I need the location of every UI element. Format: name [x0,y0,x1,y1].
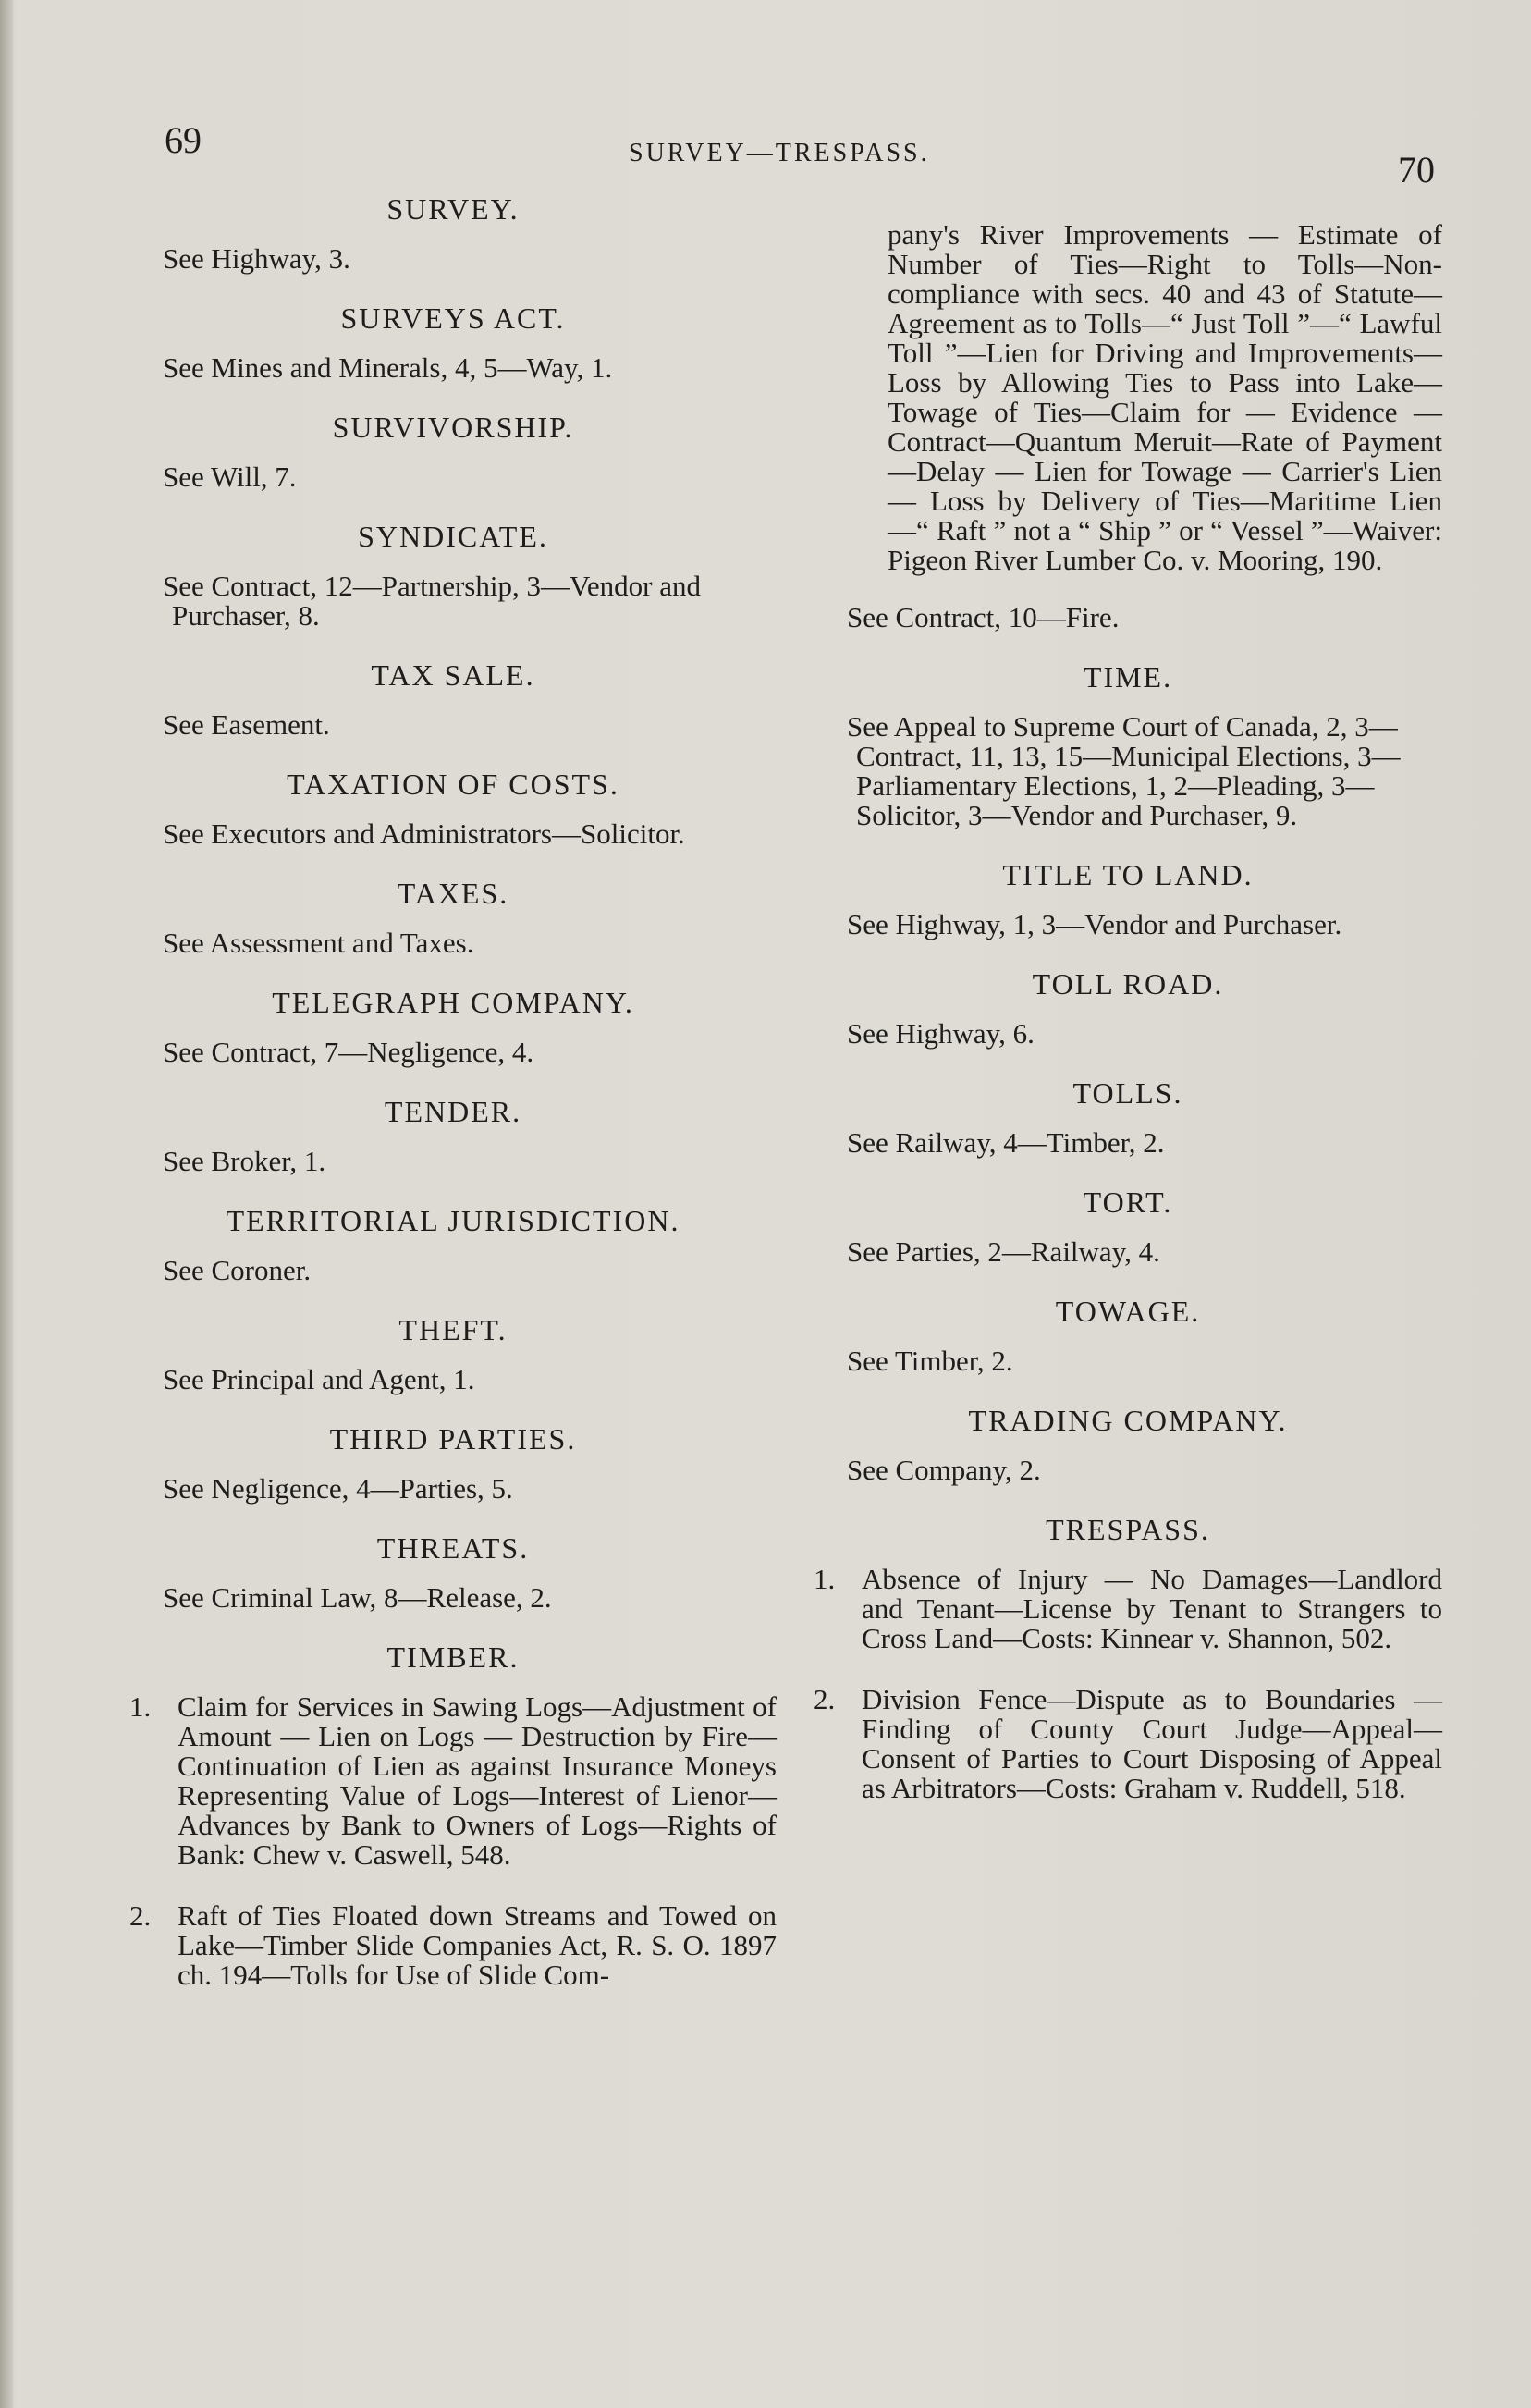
entry-heading: TENDER. [384,1095,522,1128]
index-entry [814,969,1442,1049]
item-number: 1. [814,1563,836,1595]
entry-heading: TOWAGE. [1055,1295,1201,1328]
item-text: Absence of Injury — No Damages—Landlord and Tenant—License by Tenant to Strangers to Cross Land—Costs: Kinnear v. Shannon, 502. [862,1563,1442,1654]
entry-reference: See Railway, 4—Timber, 2. [847,1126,1165,1159]
entry-reference: See Coroner. [163,1254,312,1286]
page-spine-edge [0,0,13,2408]
index-entry [129,1424,777,1504]
index-entry [814,1187,1442,1267]
item-text: Raft of Ties Floated down Streams and Towed on Lake—Timber Slide Companies Act, R. S. O. 1897 ch. 194—Tolls for Use of Slide Com- [178,1899,777,1991]
entry-heading: TIME. [1083,660,1173,694]
index-entry [814,860,1442,940]
entry-reference: See Company, 2. [847,1454,1041,1486]
running-head: SURVEY—TRESPASS. [629,139,930,167]
entry-heading: TIMBER. [386,1640,520,1674]
entry-reference: See Appeal to Supreme Court of Canada, 2, 3—Contract, 11, 13, 15—Municipal Elections, 3—Parliamentary Elections, 1, 2—Pleading, 3—Solicitor, 3—Vendor and Purchaser, 9. [847,710,1401,831]
entry-heading: TAX SALE. [371,658,535,692]
entry-heading: SURVEY. [386,192,520,226]
entry-reference: See Principal and Agent, 1. [163,1363,475,1395]
entry-reference: See Mines and Minerals, 4, 5—Way, 1. [163,351,613,384]
index-entry [129,878,777,958]
item-number: 2. [814,1683,836,1715]
entry-reference: See Criminal Law, 8—Release, 2. [163,1581,552,1614]
entry-heading: TOLLS. [1072,1076,1183,1110]
numbered-item [814,1565,1442,1653]
trespass-section [814,1515,1442,1803]
index-entry [129,303,777,383]
numbered-item [129,1692,777,1870]
entry-heading: THREATS. [376,1531,530,1565]
entry-reference: See Timber, 2. [847,1345,1013,1377]
entry-heading: TOLL ROAD. [1032,967,1224,1001]
index-entry [129,769,777,849]
index-entry [129,1533,777,1613]
index-entry [129,1097,777,1176]
entry-heading: TITLE TO LAND. [1002,858,1254,891]
entry-reference: See Highway, 1, 3—Vendor and Purchaser. [847,908,1342,940]
numbered-item [814,1685,1442,1803]
entry-heading: TRADING COMPANY. [968,1404,1288,1437]
item-text: Claim for Services in Sawing Logs—Adjustment of Amount — Lien on Logs — Destruction by Fire—Continuation of Lien as against Insurance Moneys Representing Value of Logs—Interest of Lienor—Advances by Bank to Owners of Logs—Rights of Bank: Chew v. Caswell, 548. [178,1690,777,1871]
index-entry [129,522,777,631]
entry-reference: See Easement. [163,708,330,741]
item-text: Division Fence—Dispute as to Boundaries — Finding of County Court Judge—Appeal—Consent of Parties to Court Disposing of Appeal as Arbitrators—Costs: Graham v. Ruddell, 518. [862,1683,1442,1804]
numbered-item [129,1901,777,1990]
index-entry [129,1206,777,1285]
left-column [129,194,777,2021]
index-entry [129,988,777,1067]
entry-heading: THIRD PARTIES. [329,1422,577,1456]
index-entry [814,662,1442,830]
item-number: 2. [129,1899,152,1932]
entry-heading: TAXES. [397,877,509,910]
entry-heading: SYNDICATE. [358,520,548,553]
item-number: 1. [129,1690,152,1723]
index-entry [129,660,777,740]
entry-reference: See Highway, 6. [847,1017,1035,1050]
timber-section [129,1642,777,1990]
entry-heading: TRESPASS. [1046,1513,1210,1546]
index-entry [129,412,777,492]
entry-reference: See Broker, 1. [163,1145,326,1177]
entry-reference: See Parties, 2—Railway, 4. [847,1235,1160,1268]
entry-heading: SURVIVORSHIP. [332,411,574,444]
entry-reference: See Executors and Administrators—Solicitor. [163,817,685,850]
entry-reference: See Contract, 7—Negligence, 4. [163,1036,534,1068]
entry-heading: TORT. [1083,1186,1173,1219]
timber-continued-text: pany's River Improvements — Estimate of Number of Ties—Right to Tolls—Non-compliance with secs. 40 and 43 of Statute—Agreement as to Tolls—“ Just Toll ”—“ Lawful Toll ”—Lien for Driving and Improvements—Loss by Allowing Ties to Pass into Lake—Towage of Ties—Claim for — Evidence — Contract—Quantum Meruit—Rate of Payment—Delay — Lien for Towage — Carrier's Lien — Loss by Delivery of Ties—Maritime Lien—“ Raft ” not a “ Ship ” or “ Vessel ”—Waiver: Pigeon River Lumber Co. v. Mooring, 190. [888,218,1442,576]
entry-reference: See Assessment and Taxes. [163,927,474,959]
entry-heading: TELEGRAPH COMPANY. [272,986,634,1019]
index-entry [814,1406,1442,1485]
page-number-left: 69 [165,119,202,161]
entry-reference: See Contract, 10—Fire. [847,601,1120,633]
page-number-right: 70 [1398,149,1435,190]
entry-heading: SURVEYS ACT. [340,301,566,335]
right-column [814,220,1442,1835]
index-entry [129,194,777,274]
entry-reference: See Will, 7. [163,461,297,493]
index-entry [814,1296,1442,1376]
index-entry [129,1315,777,1394]
index-entry [814,1078,1442,1158]
entry-reference: See Contract, 12—Partnership, 3—Vendor and Purchaser, 8. [163,570,701,632]
entry-reference: See Negligence, 4—Parties, 5. [163,1472,513,1505]
entry-heading: THEFT. [398,1313,508,1346]
entry-reference: See Highway, 3. [163,242,350,275]
entry-heading: TERRITORIAL JURISDICTION. [226,1204,680,1237]
entry-heading: TAXATION OF COSTS. [287,768,619,801]
